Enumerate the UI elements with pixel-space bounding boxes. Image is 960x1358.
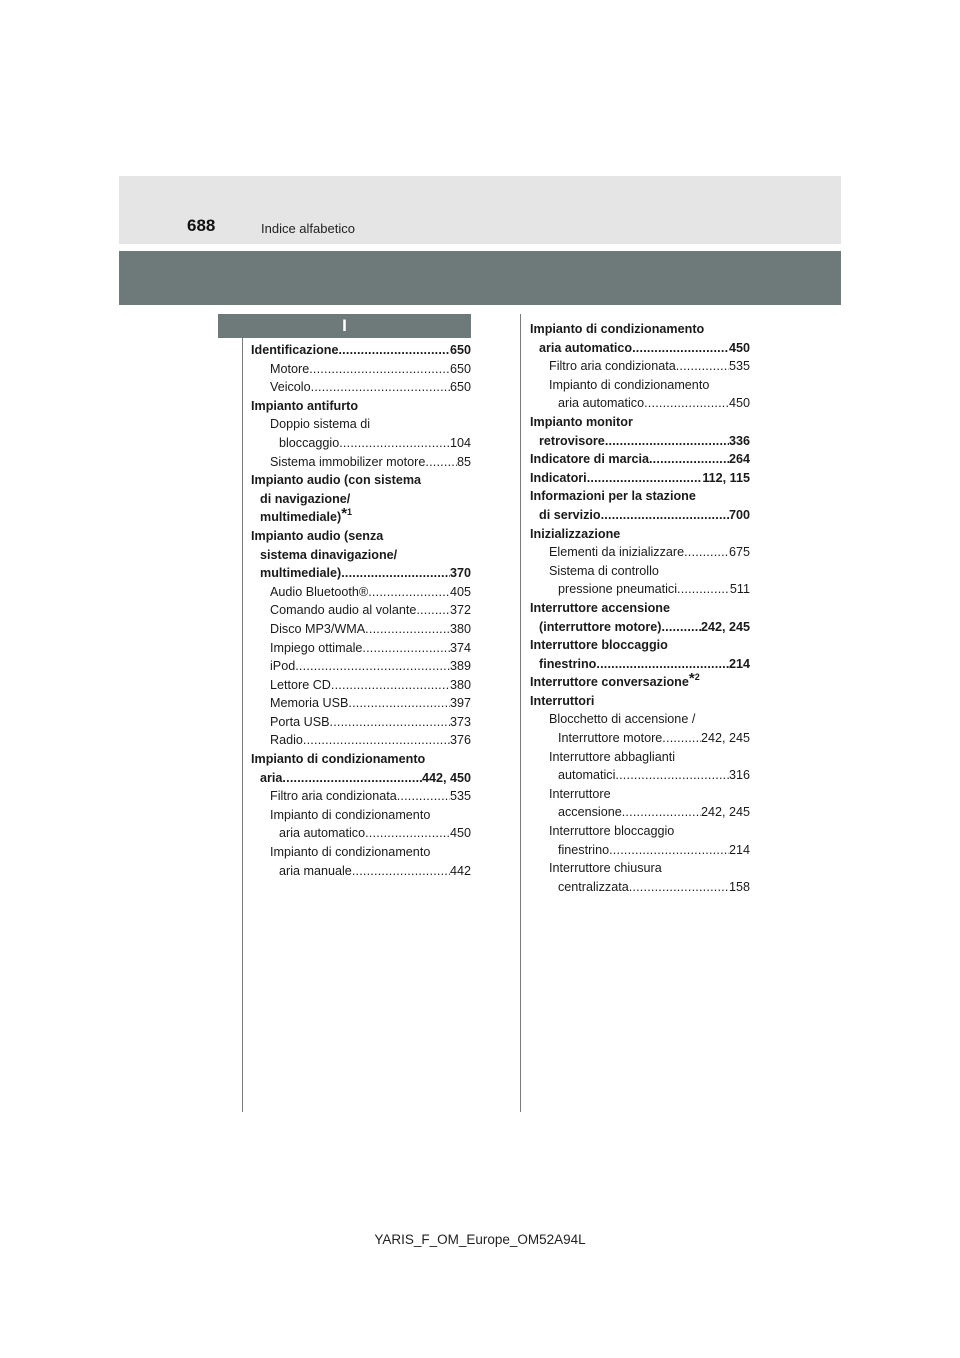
dot-leader [644, 394, 729, 413]
index-entry [251, 397, 471, 416]
index-entry [251, 505, 471, 527]
index-entry-page: 104 [449, 435, 471, 450]
index-entry [251, 341, 471, 360]
footnote-number: 2 [694, 672, 700, 683]
index-entry-text: aria [260, 770, 283, 785]
index-entry [530, 766, 750, 785]
dot-leader [303, 731, 450, 750]
header-title: Indice alfabetico [261, 221, 355, 236]
index-entry [530, 506, 750, 525]
index-entry-text: aria manuale [279, 863, 352, 878]
index-entry-page: 450 [728, 396, 750, 411]
index-entry-page: 242, 245 [700, 805, 750, 820]
index-entry-page: 450 [728, 340, 750, 355]
index-entry [530, 413, 750, 432]
dot-leader [311, 378, 450, 397]
index-entry-text: di navigazione/ [260, 491, 351, 506]
index-entry [530, 878, 750, 897]
index-entry [251, 862, 471, 881]
index-entry-page: 242, 245 [700, 731, 750, 746]
index-entry-page: 450 [449, 826, 471, 841]
index-entry-page: 650 [449, 343, 471, 357]
index-entry-page: 405 [449, 584, 471, 599]
index-entry [251, 769, 471, 788]
dot-leader [661, 618, 701, 637]
index-entry-page: 511 [729, 582, 750, 597]
dot-leader [365, 824, 450, 843]
dot-leader [684, 543, 729, 562]
index-entry [530, 822, 750, 841]
index-entry [530, 785, 750, 804]
dot-leader [605, 432, 729, 451]
index-entry [251, 639, 471, 658]
footnote-number: 1 [347, 507, 353, 518]
index-entry-text: Sistema immobilizer motore [270, 454, 426, 469]
index-entry-page: 700 [728, 507, 750, 522]
index-entry-page: 535 [728, 359, 750, 374]
dot-leader [596, 655, 729, 674]
index-entry-text: Elementi da inizializzare [549, 545, 685, 560]
index-entry [530, 729, 750, 748]
index-entry-text: aria automatico [558, 396, 645, 411]
index-entry-text: Impianto monitor [530, 414, 633, 429]
index-entry [530, 394, 750, 413]
index-entry-text: pressione pneumatici [558, 582, 678, 597]
index-entry-text: Impianto di condizionamento [270, 845, 431, 860]
index-entry-page: 442, 450 [421, 770, 471, 785]
index-entry-page: 535 [449, 789, 471, 804]
index-entry [530, 469, 750, 488]
index-entry [251, 546, 471, 565]
index-entry-page: 373 [449, 714, 471, 729]
index-entry-text: Indicatori [530, 470, 587, 485]
dot-leader [676, 357, 729, 376]
index-entry-text: Motore [270, 361, 310, 376]
index-entry-text: Informazioni per la stazione [530, 489, 696, 504]
index-entry [251, 843, 471, 862]
index-entry-text: Impianto di condizionamento [251, 752, 426, 767]
index-entry-text: Impianto di condizionamento [530, 322, 705, 336]
index-entry-page: 374 [449, 640, 471, 655]
dot-leader [365, 620, 450, 639]
dot-leader [632, 339, 729, 358]
index-entry-text: Interruttore accensione [530, 600, 670, 615]
index-entry-text: Comando audio al volante [270, 603, 417, 618]
index-entry-text: di servizio [539, 507, 601, 522]
index-entry-text: finestrino [539, 656, 597, 671]
index-entry [530, 562, 750, 581]
dot-leader [587, 469, 703, 488]
index-entry-text: iPod [270, 659, 296, 674]
index-entry-text: aria automatico [279, 826, 366, 841]
index-entry [251, 583, 471, 602]
index-entry-text: sistema dinavigazione/ [260, 547, 398, 562]
index-entry-text: Porta USB [270, 714, 330, 729]
index-entry-text: Impianto di condizionamento [549, 377, 710, 392]
index-entry-text: Interruttore conversazione [530, 675, 689, 690]
header-bar [119, 176, 841, 244]
index-entry-text: Interruttore chiusura [549, 861, 662, 876]
index-entry [251, 620, 471, 639]
index-entry-text: automatici [558, 768, 616, 783]
index-entry-page: 380 [449, 677, 471, 692]
index-entry [251, 490, 471, 509]
dot-leader [609, 841, 729, 860]
index-entry [251, 527, 471, 546]
index-entry [251, 806, 471, 825]
dot-leader [362, 639, 450, 658]
index-entry-text: centralizzata [558, 879, 629, 894]
index-entry [530, 636, 750, 655]
index-entry [530, 450, 750, 469]
dot-leader [295, 657, 450, 676]
dot-leader [649, 450, 729, 469]
index-entry-text: Interruttore motore [558, 731, 663, 746]
dot-leader [282, 769, 422, 788]
index-entry [251, 564, 471, 583]
index-entry [251, 676, 471, 695]
dot-leader [348, 694, 450, 713]
index-entry-text: Memoria USB [270, 696, 349, 711]
index-entry [251, 750, 471, 769]
index-entry-page: 650 [449, 361, 471, 376]
index-entry [530, 670, 750, 692]
index-entry [530, 859, 750, 878]
dot-leader [601, 506, 729, 525]
index-entry-page: 397 [449, 696, 471, 711]
index-entry-page: 112, 115 [702, 470, 750, 485]
index-entry-page: 336 [728, 433, 750, 448]
index-entry-text: retrovisore [539, 433, 605, 448]
asterisk-icon: * [341, 505, 348, 523]
index-entry [251, 453, 471, 472]
index-entry-text: Interruttore bloccaggio [530, 638, 668, 653]
index-column-left [251, 341, 471, 880]
index-column-right [530, 320, 750, 896]
document-code-footer: YARIS_F_OM_Europe_OM52A94L [374, 1232, 586, 1247]
index-entry-page: 85 [456, 454, 471, 469]
index-entry-text: Blocchetto di accensione / [549, 712, 696, 727]
footnote-marker [688, 670, 700, 688]
index-entry [530, 748, 750, 767]
index-entry [251, 601, 471, 620]
index-entry [251, 694, 471, 713]
index-entry [530, 376, 750, 395]
index-entry [530, 655, 750, 674]
index-entry-page: 372 [449, 603, 471, 618]
index-entry-text: Indicatore di marcia [530, 452, 649, 467]
index-entry-page: 242, 245 [700, 619, 750, 634]
index-entry-page: 264 [728, 452, 750, 467]
index-entry-text: Interruttore abbaglianti [549, 749, 676, 764]
index-entry [251, 657, 471, 676]
index-entry-page: 650 [449, 380, 471, 395]
index-entry-text: Interruttore [549, 786, 611, 801]
index-entry [251, 378, 471, 397]
index-entry [530, 543, 750, 562]
index-entry [251, 713, 471, 732]
index-entry-text: Impianto antifurto [251, 398, 359, 413]
index-entry-text: accensione [558, 805, 622, 820]
index-entry-text: Filtro aria condizionata [270, 789, 397, 804]
index-entry [530, 841, 750, 860]
index-entry [251, 787, 471, 806]
dot-leader [309, 360, 450, 379]
index-entry [530, 320, 750, 339]
index-entry-text: Veicolo [270, 380, 311, 395]
index-entry-text: Impianto audio (senza [251, 528, 384, 543]
dot-leader [339, 434, 450, 453]
index-entry [530, 803, 750, 822]
index-entry-page: 380 [449, 621, 471, 636]
index-entry-text: Impiego ottimale [270, 640, 363, 655]
dot-leader [352, 862, 450, 881]
footnote-marker [341, 505, 353, 523]
index-entry [530, 339, 750, 358]
index-entry [530, 487, 750, 506]
dot-leader [338, 341, 450, 360]
index-entry-text: Impianto audio (con sistema [251, 473, 422, 488]
dot-leader [397, 787, 450, 806]
index-entry-text: Identificazione [251, 343, 339, 357]
index-entry [251, 415, 471, 434]
asterisk-icon: * [688, 670, 695, 688]
index-entry-text: Interruttori [530, 693, 595, 708]
index-entry-text: finestrino [558, 842, 610, 857]
index-entry [530, 710, 750, 729]
index-entry-text: multimediale) [260, 566, 342, 581]
index-entry-text: aria automatico [539, 340, 633, 355]
index-entry-text: Lettore CD [270, 677, 331, 692]
index-entry-text: Doppio sistema di [270, 417, 371, 432]
section-letter-header: I [218, 314, 471, 338]
index-entry-text: Sistema di controllo [549, 563, 659, 578]
dot-leader [662, 729, 701, 748]
index-entry-text: bloccaggio [279, 435, 340, 450]
dot-leader [629, 878, 729, 897]
index-entry-page: 214 [728, 656, 750, 671]
dot-leader [622, 803, 701, 822]
index-entry-page: 376 [449, 733, 471, 748]
left-column-rule [242, 314, 243, 1112]
index-entry-text: Inizializzazione [530, 526, 621, 541]
header-band [119, 251, 841, 305]
middle-column-rule [520, 314, 521, 1112]
index-entry-page: 214 [728, 842, 750, 857]
dot-leader [677, 580, 730, 599]
index-entry-page: 389 [449, 659, 471, 674]
index-entry [530, 432, 750, 451]
dot-leader [416, 601, 450, 620]
index-entry [530, 599, 750, 618]
index-entry-page: 370 [449, 566, 471, 581]
dot-leader [425, 453, 457, 472]
dot-leader [331, 676, 450, 695]
index-entry [251, 471, 471, 490]
index-entry-text: multimediale) [260, 510, 342, 525]
index-entry-text: Audio Bluetooth® [270, 584, 369, 599]
index-entry [530, 580, 750, 599]
index-entry [251, 731, 471, 750]
index-entry-text: (interruttore motore) [539, 619, 662, 634]
index-entry [530, 618, 750, 637]
index-entry-text: Filtro aria condizionata [549, 359, 676, 374]
index-entry [251, 360, 471, 379]
index-entry-text: Impianto di condizionamento [270, 807, 431, 822]
index-entry [530, 357, 750, 376]
index-entry-page: 316 [728, 768, 750, 783]
index-entry [530, 692, 750, 711]
index-entry [251, 434, 471, 453]
index-entry-text: Radio [270, 733, 303, 748]
dot-leader [615, 766, 729, 785]
index-entry-text: Interruttore bloccaggio [549, 824, 675, 839]
dot-leader [330, 713, 450, 732]
dot-leader [368, 583, 450, 602]
index-entry-page: 675 [728, 545, 750, 560]
page-number: 688 [187, 216, 216, 235]
index-entry [251, 824, 471, 843]
index-entry-page: 158 [728, 879, 750, 894]
index-entry [530, 525, 750, 544]
index-entry-page: 442 [449, 863, 471, 878]
index-entry-text: Disco MP3/WMA [270, 621, 366, 636]
dot-leader [341, 564, 450, 583]
